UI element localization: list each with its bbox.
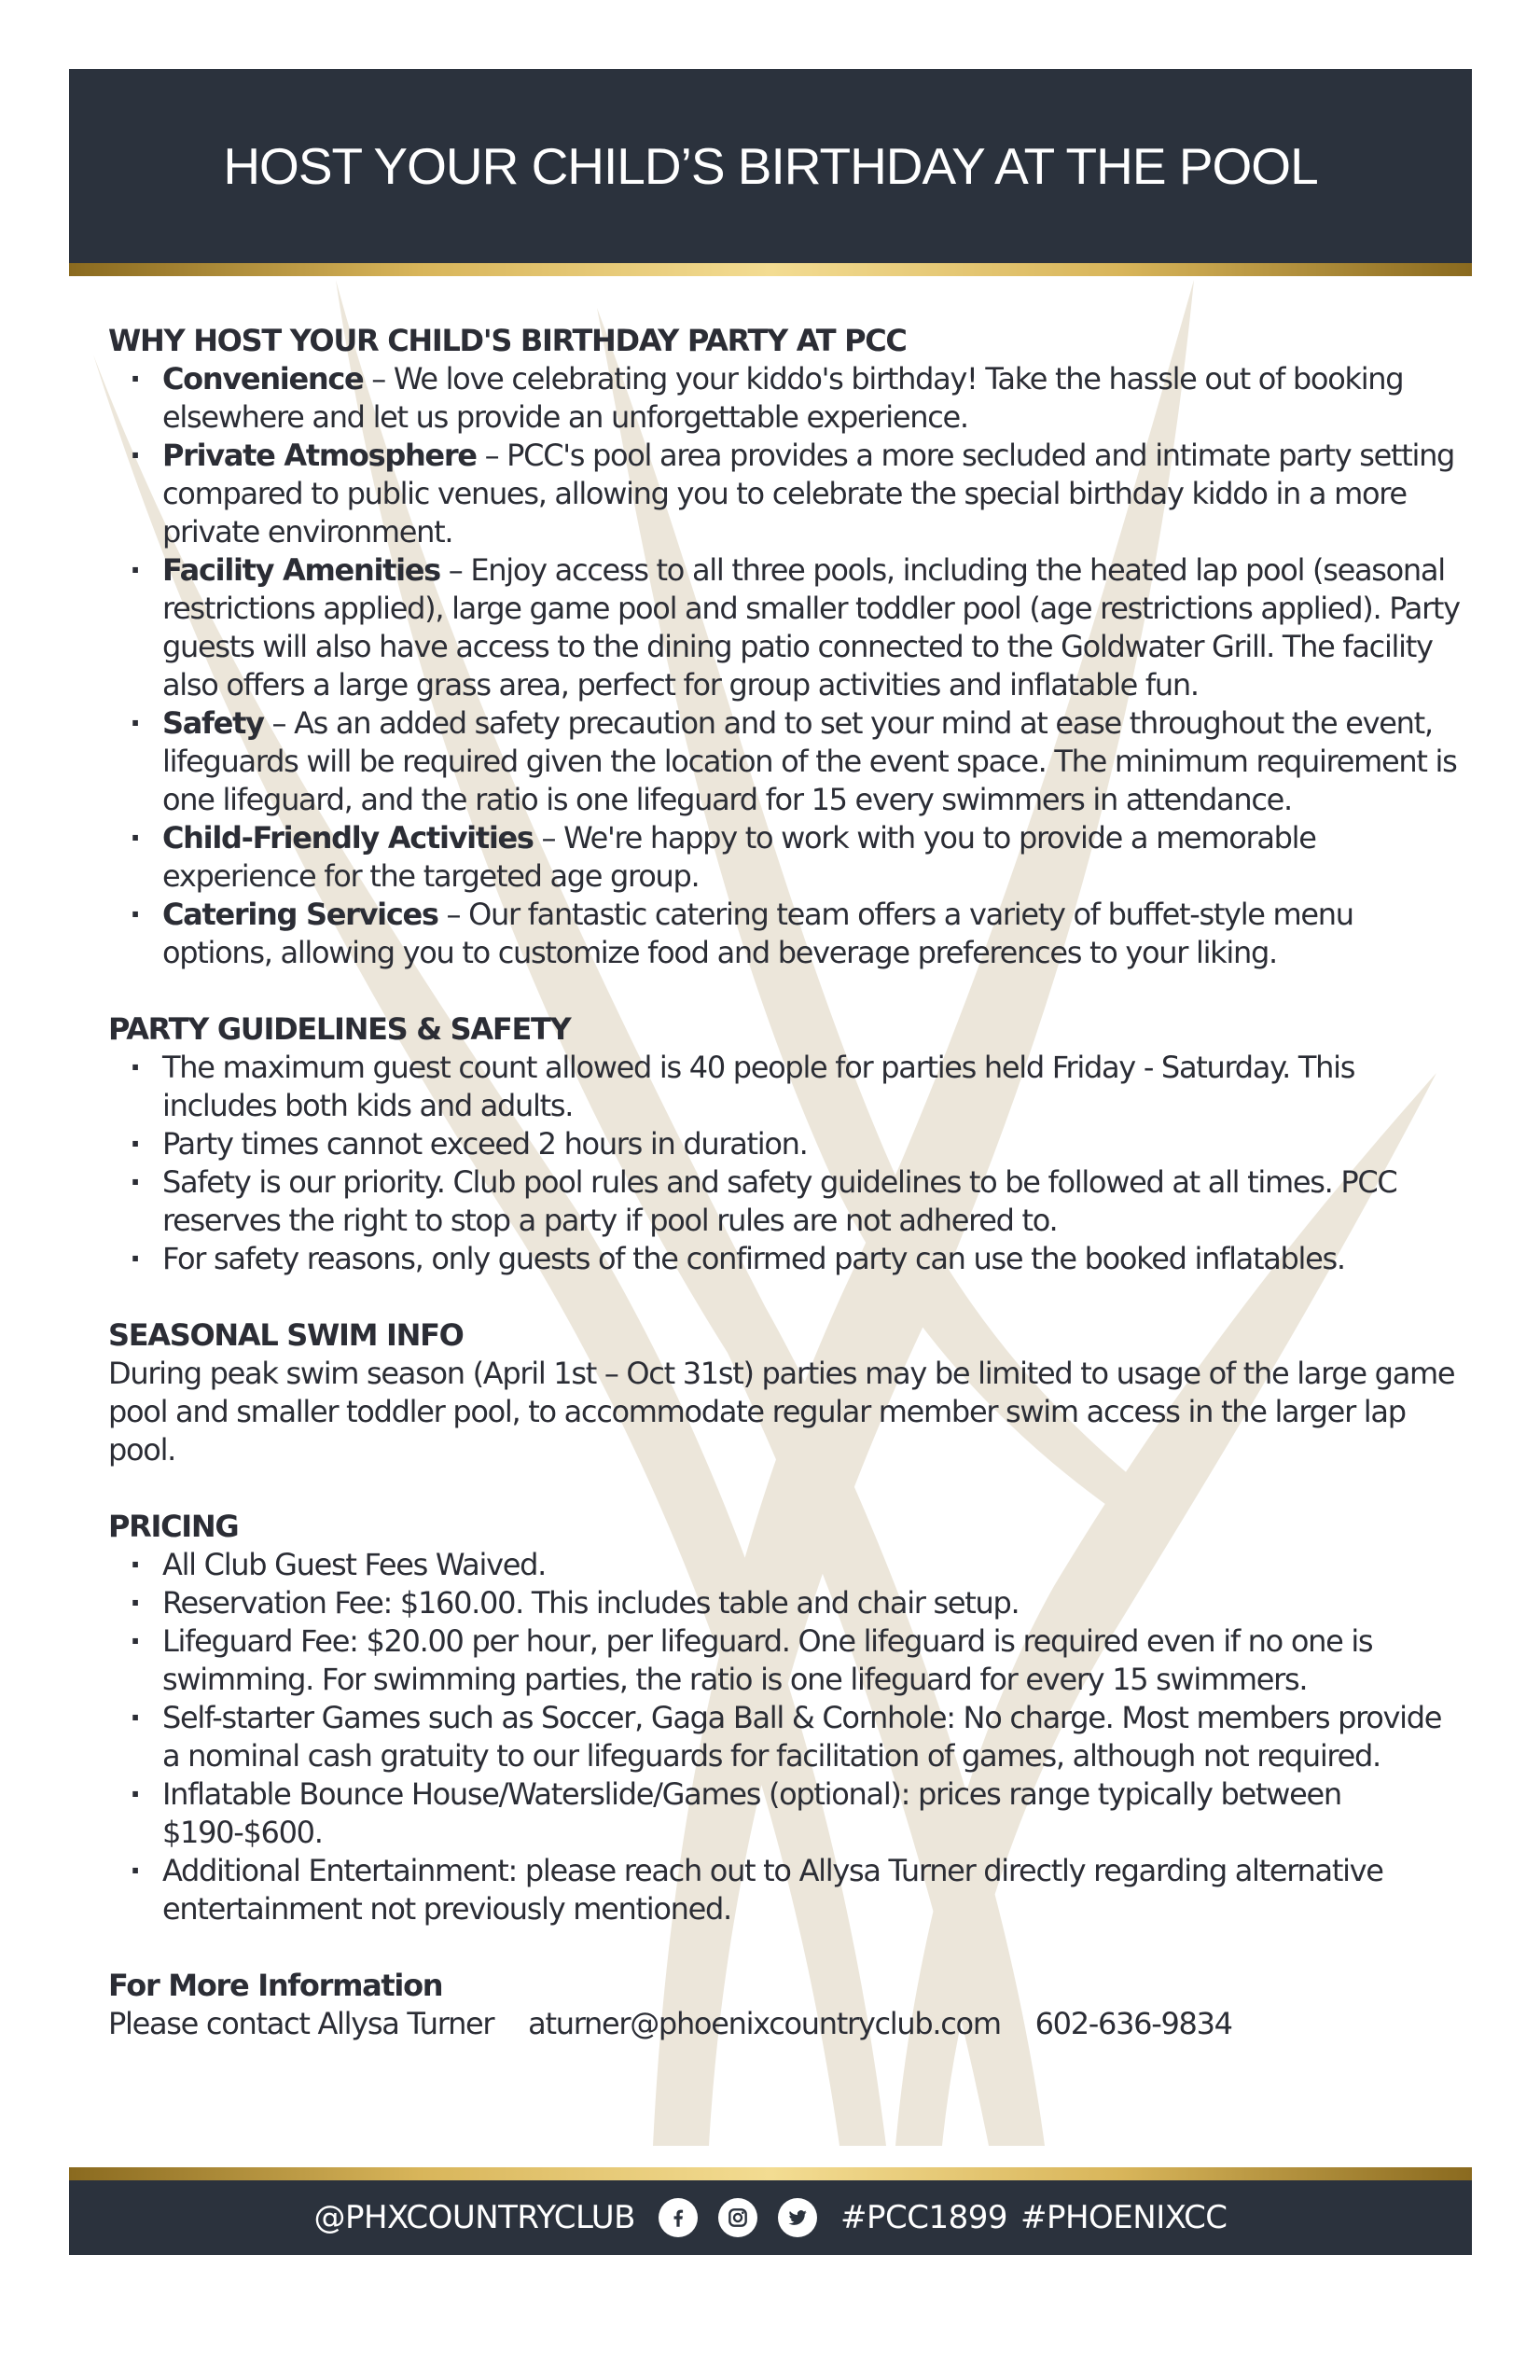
gold-divider-bottom	[69, 2167, 1472, 2180]
list-item: · The maximum guest count allowed is 40 people for parties held Friday - Saturday. This includes both kids and adults.	[108, 1049, 1461, 1125]
list-item: · All Club Guest Fees Waived.	[108, 1546, 1461, 1584]
contact-email[interactable]: aturner@phoenixcountryclub.com	[528, 2006, 1001, 2041]
twitter-icon[interactable]	[778, 2198, 817, 2237]
item-term: Safety	[162, 705, 264, 741]
item-text: – Our fantastic catering team offers a variety of buffet-style menu options, allowing you to customize food and beverage preferences to your liking.	[162, 897, 1353, 970]
item-text: – PCC's pool area provides a more secluded and intimate party setting compared to public venues, allowing you to celebrate the special birthday kiddo in a more private environment.	[162, 438, 1455, 550]
item-term: Catering Services	[162, 897, 438, 932]
list-item: · Additional Entertainment: please reach out to Allysa Turner directly regarding alternative entertainment not previously mentioned.	[108, 1852, 1461, 1928]
social-handle: @PHXCOUNTRYCLUB	[313, 2199, 635, 2236]
hashtag-pcc1899: #PCC1899	[839, 2199, 1007, 2236]
item-term: Private Atmosphere	[162, 438, 477, 473]
item-text: – As an added safety precaution and to set your mind at ease throughout the event, lifeguards will be required given the location of the event space. The minimum requirement is one lifeguard, and the ratio is one lifeguard for 15 every swimmers in attendance.	[162, 705, 1457, 817]
why-list	[108, 360, 1461, 972]
list-item	[108, 896, 1461, 972]
list-item	[108, 360, 1461, 437]
contact-phone[interactable]: 602-636-9834	[1034, 2006, 1232, 2041]
contact-lead: Please contact Allysa Turner	[108, 2006, 494, 2041]
guidelines-list	[108, 1049, 1461, 1278]
info-section	[108, 1967, 1461, 2043]
item-term: Child-Friendly Activities	[162, 820, 534, 856]
main-content	[108, 322, 1461, 2081]
list-item	[108, 819, 1461, 896]
list-item	[108, 704, 1461, 819]
item-term: Convenience	[162, 361, 364, 397]
why-section	[108, 322, 1461, 972]
footer-bar	[69, 2180, 1472, 2255]
list-item: · Party times cannot exceed 2 hours in duration.	[108, 1125, 1461, 1163]
list-item: · Inflatable Bounce House/Waterslide/Games (optional): prices range typically between $190-$600.	[108, 1775, 1461, 1852]
list-item: · Safety is our priority. Club pool rules and safety guidelines to be followed at all times. PCC reserves the right to stop a party if pool rules are not adhered to.	[108, 1163, 1461, 1240]
item-term: Facility Amenities	[162, 552, 440, 588]
guidelines-section	[108, 1010, 1461, 1278]
seasonal-title: SEASONAL SWIM INFO	[108, 1317, 464, 1353]
instagram-icon[interactable]	[718, 2198, 757, 2237]
list-item: · Self-starter Games such as Soccer, Gaga Ball & Cornhole: No charge. Most members provide a nominal cash gratuity to our lifeguards for facilitation of games, although not required.	[108, 1699, 1461, 1775]
why-title: WHY HOST YOUR CHILD'S BIRTHDAY PARTY AT PCC	[108, 323, 907, 358]
hashtag-phoenixcc: #PHOENIXCC	[1020, 2199, 1228, 2236]
header-banner	[69, 69, 1472, 263]
seasonal-section	[108, 1316, 1461, 1469]
list-item	[108, 437, 1461, 551]
list-item: · Lifeguard Fee: $20.00 per hour, per lifeguard. One lifeguard is required even if no one is swimming. For swimming parties, the ratio is one lifeguard for every 15 swimmers.	[108, 1622, 1461, 1699]
pricing-title: PRICING	[108, 1509, 239, 1544]
gold-divider-top	[69, 263, 1472, 276]
page-title: HOST YOUR CHILD’S BIRTHDAY AT THE POOL	[223, 137, 1318, 195]
seasonal-text: During peak swim season (April 1st – Oct 31st) parties may be limited to usage of the large game pool and smaller toddler pool, to accommodate regular member swim access in the larger lap pool.	[108, 1356, 1455, 1468]
info-title: For More Information	[108, 1968, 443, 2003]
facebook-icon[interactable]	[659, 2198, 698, 2237]
item-text: – Enjoy access to all three pools, including the heated lap pool (seasonal restrictions applied), large game pool and smaller toddler pool (age restrictions applied). Party guests will also have access to the dining patio connected to the Goldwater Grill. The facility also offers a large grass area, perfect for group activities and inflatable fun.	[162, 552, 1460, 703]
list-item: · For safety reasons, only guests of the confirmed party can use the booked inflatables.	[108, 1240, 1461, 1278]
item-text: – We love celebrating your kiddo's birthday! Take the hassle out of booking elsewhere and let us provide an unforgettable experience.	[162, 361, 1404, 435]
guidelines-title: PARTY GUIDELINES & SAFETY	[108, 1011, 571, 1047]
contact-line	[108, 2005, 1461, 2043]
pricing-list	[108, 1546, 1461, 1928]
pricing-section	[108, 1508, 1461, 1928]
list-item	[108, 551, 1461, 704]
item-text: – We're happy to work with you to provide a memorable experience for the targeted age group.	[162, 820, 1316, 894]
list-item: · Reservation Fee: $160.00. This includes table and chair setup.	[108, 1584, 1461, 1622]
